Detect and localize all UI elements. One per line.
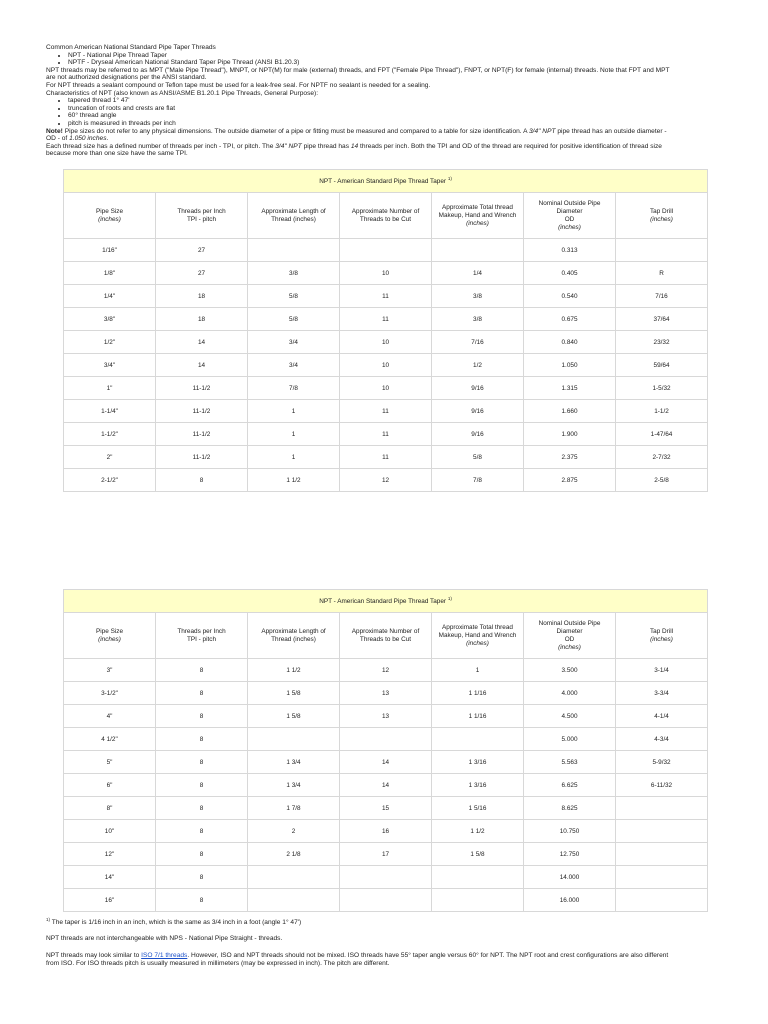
header-text: Thread (inches) <box>271 635 316 643</box>
table-cell: 1 <box>248 446 340 469</box>
table-cell: 1 1/2 <box>248 659 340 682</box>
paragraph: Characteristics of NPT (also known as ANSI/ASME B1.20.1 Pipe Threads, General Purpose): <box>46 89 319 97</box>
header-text: Nominal Outside Pipe <box>538 619 601 627</box>
text: OD - of <box>46 135 70 143</box>
column-header <box>524 193 616 239</box>
table-cell: 15 <box>340 797 432 820</box>
table-cell: 27 <box>156 262 248 285</box>
list-item: • NPT - National Pipe Thread Taper <box>68 52 722 60</box>
table-cell: 16.000 <box>524 889 616 912</box>
table-cell: 0.405 <box>524 262 616 285</box>
table-cell: 18 <box>156 285 248 308</box>
text: 14 <box>350 142 359 150</box>
table-1 <box>63 169 707 492</box>
paragraph: from ISO. For ISO threads pitch is usually measured in millimeters (may be expressed in inch). The pitch are different. <box>46 959 390 967</box>
text: . <box>106 135 109 143</box>
table-cell: 8 <box>156 820 248 843</box>
table-cell: 1-5/32 <box>616 377 708 400</box>
column-header <box>64 613 156 659</box>
header-text: Tap Drill <box>649 207 674 215</box>
table-cell: 2-7/32 <box>616 446 708 469</box>
table-cell: 1/4 <box>432 262 524 285</box>
table-cell: 8 <box>156 889 248 912</box>
text: 1.050 inches <box>69 135 107 143</box>
table-cell: 3" <box>64 659 156 682</box>
characteristics-list <box>46 97 722 127</box>
list-item: • pitch is measured in threads per inch <box>68 120 722 128</box>
footnote-text: The taper is 1/16 inch in an inch, which is the same as 3/4 inch in a foot (angle 1° 47') <box>50 919 302 927</box>
list-item: • 60° thread angle <box>68 112 722 120</box>
header-text: (inches) <box>650 215 673 223</box>
table-cell <box>616 820 708 843</box>
table-row <box>64 728 708 751</box>
table-cell: 11 <box>340 400 432 423</box>
table-row <box>64 705 708 728</box>
table-cell: 5-9/32 <box>616 751 708 774</box>
table-cell: 4-1/4 <box>616 705 708 728</box>
paragraph: NPT threads are not interchangeable with NPS - National Pipe Straight - threads. <box>46 935 283 942</box>
text: threads per inch. Both the TPI and OD of the thread are required for positive identification of thread size <box>358 142 662 150</box>
table-cell: 17 <box>340 843 432 866</box>
table-cell: 5.563 <box>524 751 616 774</box>
table-cell <box>340 239 432 262</box>
table-cell: 13 <box>340 682 432 705</box>
nps-note <box>46 935 722 943</box>
table-cell: 10 <box>340 354 432 377</box>
table-cell: 8" <box>64 797 156 820</box>
table-cell: 3/4 <box>248 331 340 354</box>
table-cell: 3/4" <box>64 354 156 377</box>
table-cell: 3/4 <box>248 354 340 377</box>
table-cell: 4-3/4 <box>616 728 708 751</box>
table-cell: 23/32 <box>616 331 708 354</box>
table-cell: 3-3/4 <box>616 682 708 705</box>
table-cell: 13 <box>340 705 432 728</box>
table-cell: 16 <box>340 820 432 843</box>
column-header <box>432 613 524 659</box>
table-cell: 9/16 <box>432 377 524 400</box>
table-cell: 27 <box>156 239 248 262</box>
table-cell: 14.000 <box>524 866 616 889</box>
table-row <box>64 354 708 377</box>
table-row <box>64 866 708 889</box>
table-cell: 1 5/16 <box>432 797 524 820</box>
header-text: (inches) <box>98 215 121 223</box>
column-header <box>156 613 248 659</box>
table-cell: 1-1/4" <box>64 400 156 423</box>
table-cell: 14 <box>156 331 248 354</box>
header-text: (inches) <box>98 635 121 643</box>
table-cell: 8 <box>156 866 248 889</box>
table-cell: 2 <box>248 820 340 843</box>
column-header <box>524 613 616 659</box>
header-text: Pipe Size <box>96 207 123 215</box>
list-item: • truncation of roots and crests are flat <box>68 105 722 113</box>
caption-text: NPT - American Standard Pipe Thread Taper <box>319 598 447 606</box>
table-cell: 5/8 <box>248 308 340 331</box>
table-cell: 8 <box>156 751 248 774</box>
list-item: • tapered thread 1° 47' <box>68 97 722 105</box>
table-cell: 8 <box>156 843 248 866</box>
table-row <box>64 331 708 354</box>
table-2 <box>63 589 707 912</box>
column-header <box>248 193 340 239</box>
text: NPT threads may look similar to <box>46 952 142 959</box>
table-row <box>64 377 708 400</box>
column-header <box>156 193 248 239</box>
table-cell: 11 <box>340 285 432 308</box>
table-row <box>64 820 708 843</box>
table-cell: 12" <box>64 843 156 866</box>
table-cell: 1/2 <box>432 354 524 377</box>
table-cell: 14 <box>340 751 432 774</box>
column-header <box>340 193 432 239</box>
table-cell: 11 <box>340 446 432 469</box>
header-row <box>64 613 708 659</box>
header-text: Approximate Number of <box>351 207 420 215</box>
paragraph: NPT threads may be referred to as MPT ("Male Pipe Thread"), MNPT, or NPT(M) for male (external) threads, and FPT ("Female Pipe Thread"), FNPT, or NPT(F) for female (internal) threads. Note that FPT and MPT <box>46 66 670 74</box>
table-body <box>64 659 708 912</box>
table-cell: 1.050 <box>524 354 616 377</box>
table-cell: 3-1/2" <box>64 682 156 705</box>
paragraph: are not authorized designations per the ANSI standard. <box>46 74 207 82</box>
table-cell: 10" <box>64 820 156 843</box>
table-cell: 8 <box>156 728 248 751</box>
table-row <box>64 239 708 262</box>
table-cell: 1 5/8 <box>432 843 524 866</box>
table-cell: 8 <box>156 705 248 728</box>
table-row <box>64 400 708 423</box>
table-cell: 4.500 <box>524 705 616 728</box>
header-text: Approximate Total thread <box>442 623 513 631</box>
table-cell: 3-1/4 <box>616 659 708 682</box>
page-title: Common American National Standard Pipe Taper Threads <box>46 44 216 51</box>
table-cell: 8 <box>156 797 248 820</box>
table-caption <box>64 590 708 613</box>
table-cell: 1 5/8 <box>248 705 340 728</box>
header-text: Approximate Length of <box>261 627 326 635</box>
table-cell: 7/8 <box>248 377 340 400</box>
table-cell: 1 7/8 <box>248 797 340 820</box>
table-cell: 10 <box>340 377 432 400</box>
table-cell: 12.750 <box>524 843 616 866</box>
header-text: OD <box>564 215 575 223</box>
iso-note <box>46 952 722 967</box>
table-cell: 1.660 <box>524 400 616 423</box>
table-cell: 4.000 <box>524 682 616 705</box>
note-label: Note! <box>46 127 63 135</box>
table-cell <box>432 889 524 912</box>
header-text: Pipe Size <box>96 627 123 635</box>
table-cell <box>248 889 340 912</box>
table-cell: 0.313 <box>524 239 616 262</box>
table-cell <box>340 866 432 889</box>
table-cell: 6" <box>64 774 156 797</box>
text: pipe thread has an outside diameter - <box>555 127 667 135</box>
table-cell: 14" <box>64 866 156 889</box>
header-text: Diameter <box>556 627 583 635</box>
table-cell: 37/64 <box>616 308 708 331</box>
table-cell: 4" <box>64 705 156 728</box>
header-text: Diameter <box>556 207 583 215</box>
table-body <box>64 239 708 492</box>
table-cell: 4 1/2" <box>64 728 156 751</box>
header-text: Approximate Total thread <box>442 203 513 211</box>
table-row <box>64 262 708 285</box>
footnote-marker: 1) <box>447 596 452 602</box>
table-cell: 1 3/16 <box>432 774 524 797</box>
table-cell: 10 <box>340 262 432 285</box>
table-cell <box>248 728 340 751</box>
table-cell: 1 3/4 <box>248 774 340 797</box>
table-row <box>64 889 708 912</box>
table-cell: 2.875 <box>524 469 616 492</box>
table-cell: 1 1/2 <box>248 469 340 492</box>
thread-table-small <box>63 169 708 492</box>
table-cell: 8 <box>156 469 248 492</box>
table-cell: 3/8 <box>248 262 340 285</box>
paragraph: For NPT threads a sealant compound or Teflon tape must be used for a leak-free seal. For NPTF no sealant is needed for a sealing. <box>46 81 431 89</box>
table-cell: 3/8" <box>64 308 156 331</box>
table-cell: 8.625 <box>524 797 616 820</box>
text: 3/4" NPT <box>528 127 556 135</box>
table-cell: 10 <box>340 331 432 354</box>
header-text: Makeup, Hand and Wrench <box>438 211 517 219</box>
header-text: OD <box>564 635 575 643</box>
header-text: (inches) <box>466 219 489 227</box>
column-header <box>616 613 708 659</box>
table-cell: 5/8 <box>248 285 340 308</box>
table-cell <box>432 866 524 889</box>
table-cell: 1.900 <box>524 423 616 446</box>
text: Each thread size has a defined number of threads per inch - TPI, or pitch. The <box>46 142 276 150</box>
tpi-paragraph-cont: because more than one size have the same TPI. <box>46 150 188 158</box>
header-text: Nominal Outside Pipe <box>538 199 601 207</box>
table-cell: 3/8 <box>432 308 524 331</box>
table-cell: 11-1/2 <box>156 400 248 423</box>
column-header <box>340 613 432 659</box>
table-cell: 7/16 <box>616 285 708 308</box>
table-cell: 0.540 <box>524 285 616 308</box>
table-cell: 7/8 <box>432 469 524 492</box>
header-text: (inches) <box>650 635 673 643</box>
column-header <box>616 193 708 239</box>
header-text: Threads per Inch <box>177 627 226 635</box>
table-cell: 1 3/16 <box>432 751 524 774</box>
text: . However, ISO and NPT threads should not be mixed. ISO threads have 55° taper angle versus 60° for NPT. The NPT root and crest configurations are also different <box>187 952 669 959</box>
table-row <box>64 285 708 308</box>
table-cell: 5" <box>64 751 156 774</box>
table-cell: 2.375 <box>524 446 616 469</box>
table-cell: 1 1/16 <box>432 705 524 728</box>
header-text: Thread (inches) <box>271 215 316 223</box>
table-cell: 14 <box>156 354 248 377</box>
header-text: TPI - pitch <box>186 215 217 223</box>
table-cell: 8 <box>156 659 248 682</box>
list-item: • NPTF - Dryseal American National Standard Taper Pipe Thread (ANSI B1.20.3) <box>68 59 722 67</box>
table-row <box>64 308 708 331</box>
note-paragraph <box>46 128 722 136</box>
table-cell: 11 <box>340 423 432 446</box>
thread-table-large <box>63 589 708 912</box>
column-header <box>64 193 156 239</box>
table-cell: 59/64 <box>616 354 708 377</box>
table-cell: 1/2" <box>64 331 156 354</box>
table-row <box>64 797 708 820</box>
header-row <box>64 193 708 239</box>
table-cell: 1-47/64 <box>616 423 708 446</box>
table-cell: 1/16" <box>64 239 156 262</box>
text: Pipe sizes do not refer to any physical dimensions. The outside diameter of a pipe or fitting must be measured and compared to a table for size identification. A <box>62 127 529 135</box>
table-cell: 11-1/2 <box>156 446 248 469</box>
table-row <box>64 751 708 774</box>
table-cell: 5.000 <box>524 728 616 751</box>
table-cell <box>432 239 524 262</box>
table-cell: 8 <box>156 774 248 797</box>
table-cell: 0.840 <box>524 331 616 354</box>
table-cell: 1/8" <box>64 262 156 285</box>
header-text: (inches) <box>558 223 581 231</box>
table-cell <box>248 866 340 889</box>
table-cell: 1 1/16 <box>432 682 524 705</box>
footnote <box>46 916 722 927</box>
table-row <box>64 469 708 492</box>
table-caption <box>64 170 708 193</box>
table-cell: 1 5/8 <box>248 682 340 705</box>
footnote-marker: 1) <box>46 917 51 922</box>
table-cell: 12 <box>340 659 432 682</box>
tpi-paragraph <box>46 143 722 151</box>
table-cell: 2 1/8 <box>248 843 340 866</box>
table-cell: R <box>616 262 708 285</box>
header-text: Tap Drill <box>649 627 674 635</box>
table-cell <box>616 866 708 889</box>
table-cell: 10.750 <box>524 820 616 843</box>
footnote-marker: 1) <box>447 176 452 182</box>
table-cell: 18 <box>156 308 248 331</box>
intro-section <box>46 44 722 158</box>
table-cell: 1 <box>432 659 524 682</box>
table-cell: 11-1/2 <box>156 377 248 400</box>
column-header <box>248 613 340 659</box>
header-text: Threads to be Cut <box>359 635 412 643</box>
table-cell: 1.315 <box>524 377 616 400</box>
table-cell: 1" <box>64 377 156 400</box>
table-cell: 6.625 <box>524 774 616 797</box>
table-cell: 3/8 <box>432 285 524 308</box>
header-text: TPI - pitch <box>186 635 217 643</box>
table-cell <box>340 728 432 751</box>
table-row <box>64 423 708 446</box>
table-cell: 1 1/2 <box>432 820 524 843</box>
table-cell: 1-1/2 <box>616 400 708 423</box>
table-cell: 3.500 <box>524 659 616 682</box>
header-text: Makeup, Hand and Wrench <box>438 631 517 639</box>
table-cell: 1/4" <box>64 285 156 308</box>
table-row <box>64 682 708 705</box>
table-cell <box>616 843 708 866</box>
table-cell: 9/16 <box>432 423 524 446</box>
table-cell: 2" <box>64 446 156 469</box>
table-cell <box>248 239 340 262</box>
table-cell: 1 <box>248 423 340 446</box>
table-cell: 16" <box>64 889 156 912</box>
table-cell <box>616 239 708 262</box>
table-cell: 14 <box>340 774 432 797</box>
table-cell <box>616 797 708 820</box>
header-text: Threads per Inch <box>177 207 226 215</box>
table-cell: 6-11/32 <box>616 774 708 797</box>
header-text: Approximate Number of <box>351 627 420 635</box>
iso-threads-link[interactable]: ISO 7/1 threads <box>141 952 188 959</box>
table-row <box>64 774 708 797</box>
note-paragraph-cont <box>46 135 722 143</box>
table-row <box>64 659 708 682</box>
header-text: Approximate Length of <box>261 207 326 215</box>
table-cell: 0.675 <box>524 308 616 331</box>
thread-type-list <box>46 52 722 67</box>
caption-text: NPT - American Standard Pipe Thread Taper <box>319 178 447 186</box>
table-cell: 1 3/4 <box>248 751 340 774</box>
header-text: (inches) <box>558 643 581 651</box>
header-text: (inches) <box>466 639 489 647</box>
header-text: Threads to be Cut <box>359 215 412 223</box>
table-row <box>64 843 708 866</box>
table-cell <box>340 889 432 912</box>
column-header <box>432 193 524 239</box>
table-cell: 1-1/2" <box>64 423 156 446</box>
table-cell <box>432 728 524 751</box>
table-cell: 11 <box>340 308 432 331</box>
table-cell: 11-1/2 <box>156 423 248 446</box>
text: pipe thread has <box>301 142 351 150</box>
table-cell: 7/16 <box>432 331 524 354</box>
table-cell: 8 <box>156 682 248 705</box>
table-cell <box>616 889 708 912</box>
table-cell: 1 <box>248 400 340 423</box>
table-row <box>64 446 708 469</box>
table-cell: 5/8 <box>432 446 524 469</box>
table-cell: 2-5/8 <box>616 469 708 492</box>
table-cell: 12 <box>340 469 432 492</box>
table-cell: 2-1/2" <box>64 469 156 492</box>
table-cell: 9/16 <box>432 400 524 423</box>
text: 3/4" NPT <box>275 142 302 150</box>
